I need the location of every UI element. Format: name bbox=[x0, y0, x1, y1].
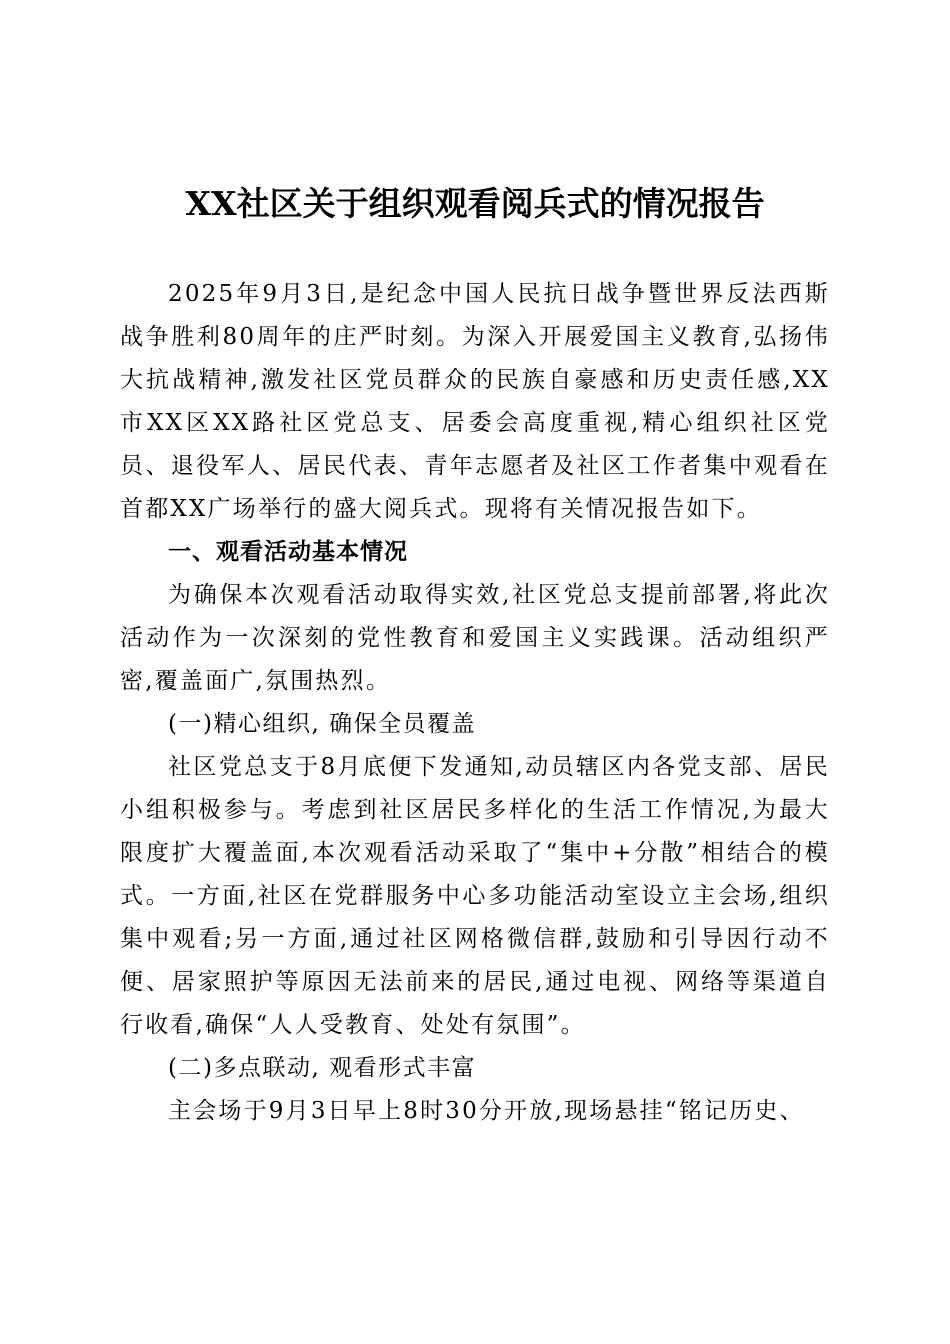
paragraph-subsection-1: 社区党总支于8月底便下发通知,动员辖区内各党支部、居民小组积极参与。考虑到社区居民多样化的生活工作情况,为最大限度扩大覆盖面,本次观看活动采取了“集中+分散”相结合的模式。一方面,社区在党群服务中心多功能活动室设立主会场,组织集中观看;另一方面,通过社区网格微信群,鼓励和引导因行动不便、居家照护等原因无法前来的居民,通过电视、网络等渠道自行收看,确保“人人受教育、处处有氛围”。 bbox=[120, 754, 830, 1038]
paragraph-subsection-2: 主会场于9月3日早上8时30分开放,现场悬挂“铭记历史、 bbox=[168, 1098, 805, 1124]
section-heading-1: 一、观看活动基本情况 bbox=[168, 539, 408, 565]
paragraph-intro: 2025年9月3日,是纪念中国人民抗日战争暨世界反法西斯战争胜利80周年的庄严时刻。为深入开展爱国主义教育,弘扬伟大抗战精神,激发社区党员群众的民族自豪感和历史责任感,XX市XX区XX路社区党总支、居委会高度重视,精心组织社区党员、退役军人、居民代表、青年志愿者及社区工作者集中观看在首都XX广场举行的盛大阅兵式。现将有关情况报告如下。 bbox=[120, 281, 830, 522]
subsection-heading-1: (一)精心组织, 确保全员覆盖 bbox=[168, 711, 477, 737]
document-body bbox=[120, 273, 830, 1133]
subsection-heading-2: (二)多点联动, 观看形式丰富 bbox=[168, 1055, 477, 1081]
document-title: XX社区关于组织观看阅兵式的情况报告 bbox=[185, 184, 765, 223]
paragraph-section-1: 为确保本次观看活动取得实效,社区党总支提前部署,将此次活动作为一次深刻的党性教育和爱国主义实践课。活动组织严密,覆盖面广,氛围热烈。 bbox=[120, 582, 830, 694]
